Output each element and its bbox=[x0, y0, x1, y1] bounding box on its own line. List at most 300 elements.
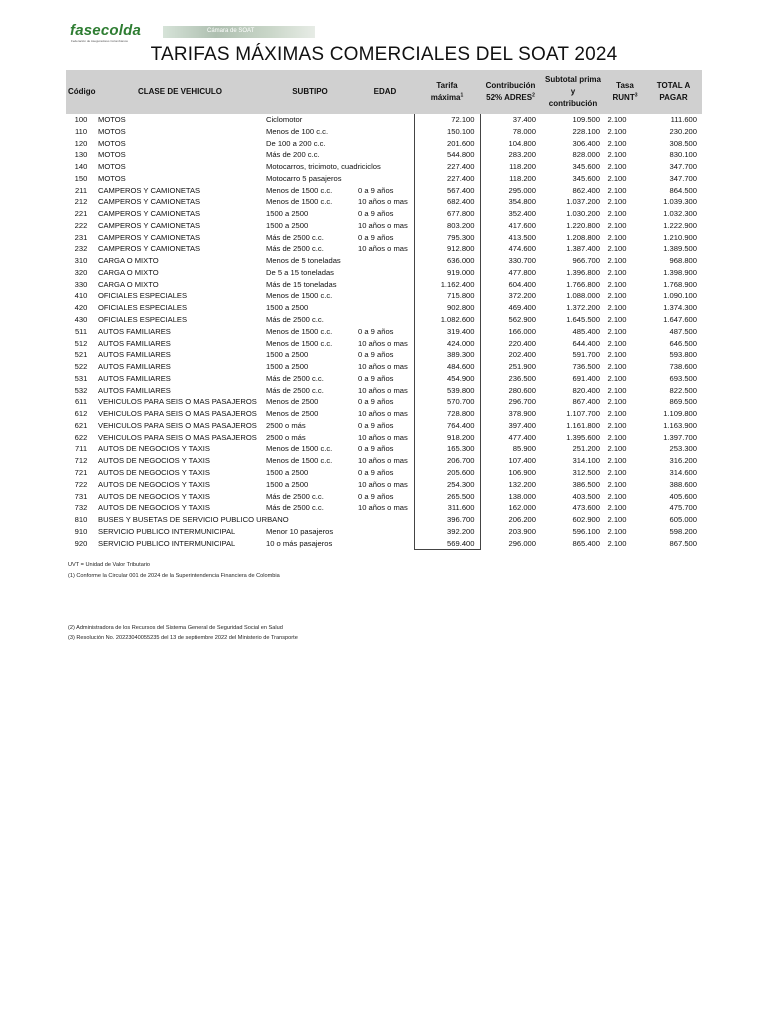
cell-contribucion: 206.200 bbox=[508, 515, 536, 525]
table-row bbox=[66, 149, 702, 161]
cell-subtotal: 1.372.200 bbox=[566, 303, 600, 313]
header-code: Código bbox=[66, 70, 96, 114]
cell-total: 1.039.300 bbox=[663, 197, 697, 207]
cell-code: 320 bbox=[74, 267, 88, 277]
cell-runt: 2.100 bbox=[607, 185, 627, 195]
cell-runt: 2.100 bbox=[607, 444, 627, 454]
cell-code: 522 bbox=[74, 362, 88, 372]
cell-clase: MOTOS bbox=[98, 162, 126, 172]
cell-runt: 2.100 bbox=[607, 409, 627, 419]
table-row bbox=[66, 467, 702, 479]
cell-subtotal: 602.900 bbox=[572, 515, 600, 525]
cell-subtipo: Motocarros, tricimoto, cuadriciclos bbox=[266, 162, 381, 172]
cell-code: 150 bbox=[74, 173, 88, 183]
logo-band-text: Cámara de SOAT bbox=[207, 28, 255, 34]
cell-subtipo: Menor 10 pasajeros bbox=[266, 526, 334, 536]
cell-code: 611 bbox=[74, 397, 88, 407]
cell-runt: 2.100 bbox=[607, 256, 627, 266]
table-body bbox=[66, 114, 702, 550]
cell-tarifa: 165.300 bbox=[414, 443, 480, 455]
table-row bbox=[66, 138, 702, 150]
cell-total: 347.700 bbox=[669, 173, 697, 183]
cell-tarifa: 636.000 bbox=[414, 255, 480, 267]
cell-subtipo: Menos de 2500 bbox=[266, 409, 319, 419]
cell-clase: CAMPEROS Y CAMIONETAS bbox=[98, 232, 201, 242]
cell-edad: 0 a 9 años bbox=[358, 232, 394, 242]
cell-tarifa: 72.100 bbox=[414, 114, 480, 126]
cell-subtipo: 1500 a 2500 bbox=[266, 303, 309, 313]
cell-code: 211 bbox=[74, 185, 88, 195]
header-contrib-footnote: 2 bbox=[532, 92, 535, 99]
cell-contribucion: 280.600 bbox=[508, 385, 536, 395]
cell-contribucion: 354.800 bbox=[508, 197, 536, 207]
cell-subtotal: 736.500 bbox=[572, 362, 600, 372]
cell-runt: 2.100 bbox=[607, 420, 627, 430]
cell-subtotal: 1.220.800 bbox=[566, 220, 600, 230]
cell-tarifa: 567.400 bbox=[414, 185, 480, 197]
cell-code: 222 bbox=[74, 220, 88, 230]
cell-contribucion: 474.600 bbox=[508, 244, 536, 254]
cell-clase: CARGA O MIXTO bbox=[98, 256, 159, 266]
cell-tarifa: 544.800 bbox=[414, 149, 480, 161]
cell-contribucion: 118.200 bbox=[509, 173, 536, 183]
cell-edad bbox=[356, 138, 414, 150]
cell-code: 140 bbox=[74, 162, 88, 172]
cell-runt: 2.100 bbox=[607, 338, 627, 348]
cell-runt: 2.100 bbox=[607, 197, 627, 207]
header-tarifa-line1: Tarifa bbox=[436, 81, 458, 90]
cell-tarifa: 254.300 bbox=[414, 479, 480, 491]
table-row bbox=[66, 420, 702, 432]
cell-subtipo: Más de 2500 c.c. bbox=[266, 491, 324, 501]
cell-contribucion: 166.000 bbox=[508, 326, 536, 336]
cell-runt: 2.100 bbox=[607, 303, 627, 313]
table-row bbox=[66, 173, 702, 185]
cell-runt: 2.100 bbox=[607, 515, 627, 525]
cell-code: 531 bbox=[74, 373, 88, 383]
cell-subtipo: Menos de 5 toneladas bbox=[266, 256, 341, 266]
cell-contribucion: 138.000 bbox=[508, 491, 536, 501]
cell-runt: 2.100 bbox=[607, 115, 627, 124]
cell-edad: 0 a 9 años bbox=[358, 467, 394, 477]
cell-contribucion: 104.800 bbox=[508, 138, 536, 148]
cell-total: 1.389.500 bbox=[663, 244, 697, 254]
cell-tarifa: 454.900 bbox=[414, 373, 480, 385]
cell-contribucion: 372.200 bbox=[508, 291, 536, 301]
cell-subtotal: 386.500 bbox=[572, 479, 600, 489]
cell-contribucion: 296.700 bbox=[508, 397, 536, 407]
cell-clase: MOTOS bbox=[98, 150, 126, 160]
cell-subtipo: 1500 a 2500 bbox=[266, 479, 309, 489]
cell-tarifa: 912.800 bbox=[414, 243, 480, 255]
cell-subtipo: Motocarro 5 pasajeros bbox=[266, 173, 342, 183]
cell-contribucion: 220.400 bbox=[508, 338, 536, 348]
cell-contribucion: 417.600 bbox=[508, 220, 536, 230]
cell-subtipo: 2500 o más bbox=[266, 420, 306, 430]
table-row bbox=[66, 338, 702, 350]
cell-clase: CARGA O MIXTO bbox=[98, 279, 159, 289]
cell-runt: 2.100 bbox=[607, 362, 627, 372]
table-row bbox=[66, 185, 702, 197]
cell-edad: 10 años o mas bbox=[358, 409, 408, 419]
cell-total: 405.600 bbox=[669, 491, 697, 501]
cell-subtipo: Más de 15 toneladas bbox=[266, 279, 337, 289]
cell-contribucion: 604.400 bbox=[508, 279, 536, 289]
cell-contribucion: 477.400 bbox=[508, 432, 536, 442]
cell-tarifa: 150.100 bbox=[414, 126, 480, 138]
cell-subtipo: Más de 2500 c.c. bbox=[266, 232, 324, 242]
cell-subtipo: Menos de 100 c.c. bbox=[266, 126, 329, 136]
cell-total: 593.800 bbox=[669, 350, 697, 360]
cell-code: 100 bbox=[74, 115, 88, 124]
cell-edad: 0 a 9 años bbox=[358, 444, 394, 454]
cell-subtipo: Menos de 2500 bbox=[266, 397, 319, 407]
cell-total: 1.768.900 bbox=[663, 279, 697, 289]
cell-total: 487.500 bbox=[669, 326, 697, 336]
cell-edad: 10 años o mas bbox=[358, 432, 408, 442]
cell-total: 738.600 bbox=[669, 362, 697, 372]
cell-total: 111.600 bbox=[670, 115, 697, 124]
cell-tarifa: 392.200 bbox=[414, 526, 480, 538]
cell-clase: CAMPEROS Y CAMIONETAS bbox=[98, 209, 201, 219]
cell-total: 316.200 bbox=[669, 456, 697, 466]
cell-code: 810 bbox=[74, 515, 88, 525]
cell-edad bbox=[356, 126, 414, 138]
cell-tarifa: 539.800 bbox=[414, 385, 480, 397]
cell-runt: 2.100 bbox=[607, 126, 627, 136]
header-edad: EDAD bbox=[356, 70, 414, 114]
cell-runt: 2.100 bbox=[607, 162, 627, 172]
header-runt bbox=[605, 70, 645, 114]
table-row bbox=[66, 502, 702, 514]
cell-subtipo: 10 o más pasajeros bbox=[266, 538, 333, 548]
cell-clase: OFICIALES ESPECIALES bbox=[98, 291, 188, 301]
cell-clase: MOTOS bbox=[98, 173, 126, 183]
cell-contribucion: 330.700 bbox=[508, 256, 536, 266]
cell-clase: SERVICIO PUBLICO INTERMUNICIPAL bbox=[98, 526, 236, 536]
cell-clase: AUTOS FAMILIARES bbox=[98, 338, 171, 348]
cell-edad: 10 años o mas bbox=[358, 244, 408, 254]
cell-total: 646.500 bbox=[669, 338, 697, 348]
cell-tarifa: 206.700 bbox=[414, 455, 480, 467]
cell-total: 822.500 bbox=[669, 385, 697, 395]
cell-subtotal: 251.200 bbox=[572, 444, 600, 454]
cell-clase: CARGA O MIXTO bbox=[98, 267, 159, 277]
cell-clase: BUSES Y BUSETAS DE SERVICIO PUBLICO URBANO bbox=[98, 515, 289, 525]
cell-runt: 2.100 bbox=[607, 220, 627, 230]
cell-subtipo: 1500 a 2500 bbox=[266, 209, 309, 219]
cell-runt: 2.100 bbox=[607, 385, 627, 395]
cell-tarifa: 424.000 bbox=[414, 338, 480, 350]
cell-contribucion: 106.900 bbox=[508, 467, 536, 477]
table-row bbox=[66, 385, 702, 397]
cell-edad: 0 a 9 años bbox=[358, 420, 394, 430]
cell-total: 693.500 bbox=[669, 373, 697, 383]
cell-contribucion: 85.900 bbox=[512, 444, 536, 454]
cell-subtotal: 109.500 bbox=[572, 115, 600, 124]
cell-total: 1.397.700 bbox=[663, 432, 697, 442]
cell-total: 1.163.900 bbox=[663, 420, 697, 430]
cell-subtipo: Más de 200 c.c. bbox=[266, 150, 320, 160]
cell-code: 521 bbox=[74, 350, 88, 360]
cell-edad bbox=[356, 149, 414, 161]
cell-clase: AUTOS DE NEGOCIOS Y TAXIS bbox=[98, 491, 210, 501]
header-contrib-line1: Contribución bbox=[485, 81, 536, 90]
cell-code: 722 bbox=[74, 479, 88, 489]
cell-subtipo: Menos de 1500 c.c. bbox=[266, 185, 333, 195]
cell-code: 711 bbox=[74, 444, 88, 454]
cell-subtotal: 1.396.800 bbox=[566, 267, 600, 277]
cell-contribucion: 283.200 bbox=[508, 150, 536, 160]
table-row bbox=[66, 314, 702, 326]
cell-edad: 10 años o mas bbox=[358, 362, 408, 372]
header-runt-footnote: 3 bbox=[634, 92, 638, 99]
cell-edad: 0 a 9 años bbox=[358, 373, 394, 383]
table-row bbox=[66, 255, 702, 267]
cell-subtotal: 1.088.000 bbox=[566, 291, 600, 301]
cell-clase: CAMPEROS Y CAMIONETAS bbox=[98, 220, 201, 230]
cell-subtipo: Más de 2500 c.c. bbox=[266, 385, 324, 395]
cell-clase: VEHICULOS PARA SEIS O MAS PASAJEROS bbox=[98, 409, 257, 419]
cell-code: 430 bbox=[74, 315, 88, 325]
cell-tarifa: 1.082.600 bbox=[414, 314, 480, 326]
cell-tarifa: 319.400 bbox=[414, 326, 480, 338]
cell-edad: 0 a 9 años bbox=[358, 397, 394, 407]
cell-subtotal: 862.400 bbox=[572, 185, 600, 195]
table-row bbox=[66, 279, 702, 291]
header-tarifa bbox=[414, 70, 480, 114]
cell-subtotal: 1.766.800 bbox=[566, 279, 600, 289]
cell-contribucion: 107.400 bbox=[508, 456, 536, 466]
table-row bbox=[66, 349, 702, 361]
cell-edad: 0 a 9 años bbox=[358, 209, 394, 219]
cell-contribucion: 78.000 bbox=[512, 126, 536, 136]
header-tarifa-footnote: 1 bbox=[460, 92, 464, 99]
cell-contribucion: 118.200 bbox=[509, 162, 536, 172]
cell-subtotal: 644.400 bbox=[572, 338, 600, 348]
header-subtotal-line1: Subtotal prima y bbox=[544, 75, 601, 96]
cell-total: 1.090.100 bbox=[663, 291, 697, 301]
cell-runt: 2.100 bbox=[607, 491, 627, 501]
tariff-table bbox=[66, 70, 702, 550]
cell-total: 1.109.800 bbox=[663, 409, 697, 419]
cell-tarifa: 795.300 bbox=[414, 232, 480, 244]
cell-runt: 2.100 bbox=[607, 397, 627, 407]
cell-edad bbox=[356, 538, 414, 550]
cell-edad bbox=[356, 314, 414, 326]
cell-edad: 10 años o mas bbox=[358, 338, 408, 348]
cell-tarifa: 715.800 bbox=[414, 290, 480, 302]
cell-code: 732 bbox=[74, 503, 88, 513]
cell-edad bbox=[356, 173, 414, 185]
cell-subtotal: 345.600 bbox=[572, 173, 600, 183]
cell-total: 1.222.900 bbox=[663, 220, 697, 230]
cell-subtotal: 306.400 bbox=[572, 138, 600, 148]
cell-subtipo: Menos de 1500 c.c. bbox=[266, 444, 333, 454]
cell-edad bbox=[356, 279, 414, 291]
table-row bbox=[66, 373, 702, 385]
cell-runt: 2.100 bbox=[607, 326, 627, 336]
cell-total: 1.647.600 bbox=[663, 315, 697, 325]
cell-edad bbox=[356, 514, 414, 526]
table-row bbox=[66, 491, 702, 503]
cell-edad: 0 a 9 años bbox=[358, 350, 394, 360]
cell-edad: 10 años o mas bbox=[358, 503, 408, 513]
cell-code: 512 bbox=[74, 338, 88, 348]
cell-subtotal: 1.208.800 bbox=[566, 232, 600, 242]
cell-edad bbox=[356, 526, 414, 538]
cell-subtipo: Menos de 1500 c.c. bbox=[266, 338, 333, 348]
logo-wordmark: fasecolda bbox=[70, 22, 141, 39]
cell-subtotal: 1.645.500 bbox=[566, 315, 600, 325]
cell-contribucion: 162.000 bbox=[508, 503, 536, 513]
header-subtipo: SUBTIPO bbox=[264, 70, 356, 114]
note-2: (2) Administradora de los Recursos del Sistema General de Seguridad Social en Salud bbox=[68, 625, 283, 631]
cell-tarifa: 682.400 bbox=[414, 196, 480, 208]
cell-tarifa: 764.400 bbox=[414, 420, 480, 432]
cell-clase: VEHICULOS PARA SEIS O MAS PASAJEROS bbox=[98, 420, 257, 430]
cell-subtotal: 1.030.200 bbox=[566, 209, 600, 219]
cell-total: 388.600 bbox=[669, 479, 697, 489]
cell-runt: 2.100 bbox=[607, 279, 627, 289]
cell-subtotal: 345.600 bbox=[572, 162, 600, 172]
table-row bbox=[66, 220, 702, 232]
cell-subtipo: Más de 2500 c.c. bbox=[266, 503, 324, 513]
cell-subtipo: Menos de 1500 c.c. bbox=[266, 291, 333, 301]
cell-subtipo: De 100 a 200 c.c. bbox=[266, 138, 326, 148]
header-subtotal bbox=[541, 70, 605, 114]
cell-code: 511 bbox=[74, 326, 88, 336]
cell-clase: AUTOS DE NEGOCIOS Y TAXIS bbox=[98, 444, 210, 454]
cell-subtotal: 403.500 bbox=[572, 491, 600, 501]
cell-clase: CAMPEROS Y CAMIONETAS bbox=[98, 244, 201, 254]
cell-subtotal: 865.400 bbox=[572, 538, 600, 548]
header-contrib-line2: 52% ADRES bbox=[486, 93, 533, 102]
cell-clase: MOTOS bbox=[98, 126, 126, 136]
cell-code: 731 bbox=[74, 491, 88, 501]
header-total bbox=[645, 70, 702, 114]
cell-tarifa: 803.200 bbox=[414, 220, 480, 232]
cell-edad bbox=[356, 114, 414, 126]
cell-edad: 0 a 9 años bbox=[358, 326, 394, 336]
table-row bbox=[66, 126, 702, 138]
cell-total: 864.500 bbox=[669, 185, 697, 195]
logo-subtitle: Federación de Aseguradores Colombianos bbox=[71, 39, 128, 43]
cell-contribucion: 251.900 bbox=[508, 362, 536, 372]
cell-tarifa: 677.800 bbox=[414, 208, 480, 220]
cell-edad: 10 años o mas bbox=[358, 197, 408, 207]
cell-code: 120 bbox=[74, 138, 88, 148]
cell-runt: 2.100 bbox=[607, 209, 627, 219]
cell-total: 1.374.300 bbox=[663, 303, 697, 313]
header-clase: CLASE DE VEHICULO bbox=[96, 70, 264, 114]
note-1: (1) Conforme la Circular 001 de 2024 de la Superintendencia Financiera de Colombia bbox=[68, 573, 280, 579]
cell-subtipo: De 5 a 15 toneladas bbox=[266, 267, 334, 277]
header-runt-label: Tasa RUNT bbox=[612, 81, 635, 102]
cell-runt: 2.100 bbox=[607, 315, 627, 325]
cell-runt: 2.100 bbox=[607, 267, 627, 277]
cell-total: 869.500 bbox=[669, 397, 697, 407]
cell-runt: 2.100 bbox=[607, 467, 627, 477]
cell-subtipo: 1500 a 2500 bbox=[266, 220, 309, 230]
table-row bbox=[66, 538, 702, 550]
cell-tarifa: 570.700 bbox=[414, 396, 480, 408]
cell-subtotal: 473.600 bbox=[572, 503, 600, 513]
cell-edad bbox=[356, 267, 414, 279]
table-row bbox=[66, 161, 702, 173]
fasecolda-logo bbox=[70, 22, 320, 44]
cell-subtotal: 228.100 bbox=[572, 126, 600, 136]
cell-subtipo: 1500 a 2500 bbox=[266, 467, 309, 477]
cell-contribucion: 203.900 bbox=[508, 526, 536, 536]
cell-runt: 2.100 bbox=[607, 479, 627, 489]
cell-subtipo: Menos de 1500 c.c. bbox=[266, 326, 333, 336]
table-row bbox=[66, 326, 702, 338]
cell-code: 330 bbox=[74, 279, 88, 289]
cell-runt: 2.100 bbox=[607, 138, 627, 148]
table-row bbox=[66, 443, 702, 455]
table-row bbox=[66, 514, 702, 526]
cell-runt: 2.100 bbox=[607, 173, 627, 183]
cell-subtotal: 314.100 bbox=[572, 456, 600, 466]
cell-total: 475.700 bbox=[669, 503, 697, 513]
cell-tarifa: 919.000 bbox=[414, 267, 480, 279]
cell-total: 308.500 bbox=[669, 138, 697, 148]
cell-runt: 2.100 bbox=[607, 244, 627, 254]
cell-tarifa: 227.400 bbox=[414, 173, 480, 185]
cell-code: 420 bbox=[74, 303, 88, 313]
cell-code: 622 bbox=[74, 432, 88, 442]
cell-subtotal: 1.387.400 bbox=[566, 244, 600, 254]
cell-total: 830.100 bbox=[669, 150, 697, 160]
cell-runt: 2.100 bbox=[607, 350, 627, 360]
cell-total: 1.398.900 bbox=[663, 267, 697, 277]
cell-tarifa: 1.162.400 bbox=[414, 279, 480, 291]
cell-contribucion: 562.900 bbox=[508, 315, 536, 325]
cell-contribucion: 132.200 bbox=[508, 479, 536, 489]
cell-contribucion: 202.400 bbox=[508, 350, 536, 360]
cell-tarifa: 902.800 bbox=[414, 302, 480, 314]
cell-runt: 2.100 bbox=[607, 456, 627, 466]
table-row bbox=[66, 232, 702, 244]
cell-tarifa: 918.200 bbox=[414, 432, 480, 444]
table-row bbox=[66, 432, 702, 444]
cell-contribucion: 477.800 bbox=[508, 267, 536, 277]
cell-subtotal: 1.161.800 bbox=[566, 420, 600, 430]
cell-edad: 10 años o mas bbox=[358, 479, 408, 489]
table-row bbox=[66, 455, 702, 467]
cell-edad: 0 a 9 años bbox=[358, 185, 394, 195]
cell-total: 598.200 bbox=[669, 526, 697, 536]
cell-clase: CAMPEROS Y CAMIONETAS bbox=[98, 185, 201, 195]
cell-tarifa: 569.400 bbox=[414, 538, 480, 550]
cell-code: 110 bbox=[74, 126, 88, 136]
cell-runt: 2.100 bbox=[607, 232, 627, 242]
cell-contribucion: 397.400 bbox=[508, 420, 536, 430]
cell-runt: 2.100 bbox=[607, 150, 627, 160]
cell-subtotal: 691.400 bbox=[572, 373, 600, 383]
cell-subtipo: Más de 2500 c.c. bbox=[266, 244, 324, 254]
cell-contribucion: 236.500 bbox=[508, 373, 536, 383]
cell-clase: AUTOS DE NEGOCIOS Y TAXIS bbox=[98, 456, 210, 466]
cell-edad: 0 a 9 años bbox=[358, 491, 394, 501]
cell-subtotal: 828.000 bbox=[572, 150, 600, 160]
cell-contribucion: 37.400 bbox=[512, 115, 536, 124]
table-row bbox=[66, 196, 702, 208]
cell-code: 612 bbox=[74, 409, 88, 419]
cell-clase: AUTOS FAMILIARES bbox=[98, 350, 171, 360]
cell-tarifa: 484.600 bbox=[414, 361, 480, 373]
